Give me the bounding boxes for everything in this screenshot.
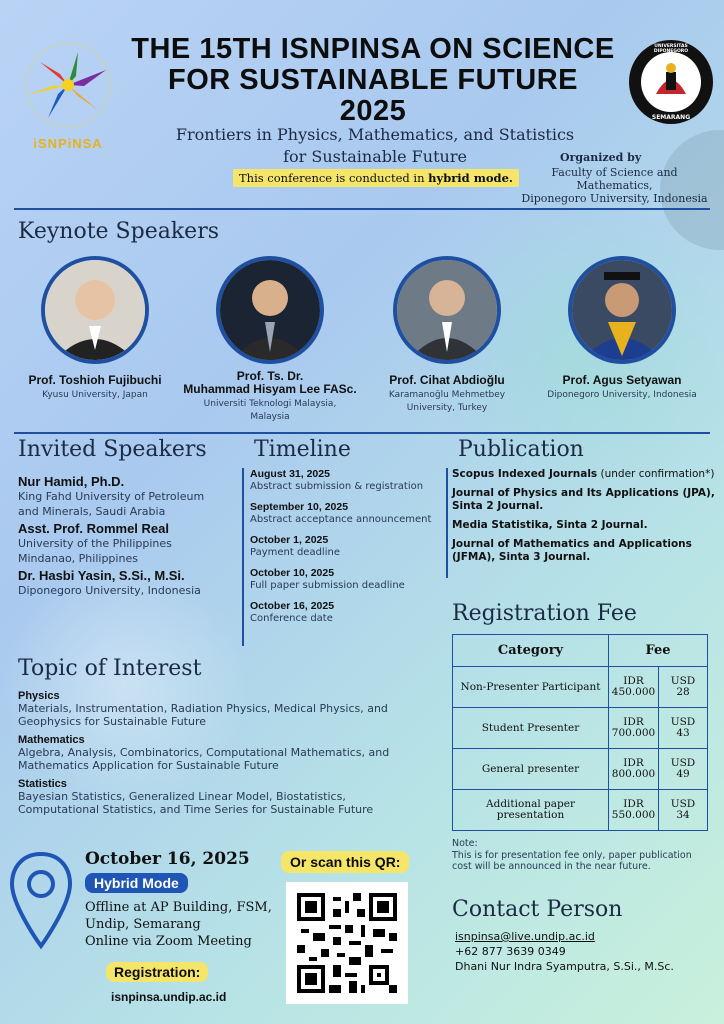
event-date: October 16, 2025: [85, 849, 250, 869]
speaker-photo: [568, 256, 676, 364]
invited-affiliation: [18, 536, 243, 566]
speaker-affiliation-line: University, Turkey: [406, 403, 488, 413]
isnpinsa-logo: [18, 40, 118, 150]
fee-category: Non-Presenter Participant: [453, 667, 609, 708]
category-line: Additional paper: [486, 798, 575, 810]
topic-desc-line: Materials, Instrumentation, Radiation Physics, Medical Physics, and: [18, 702, 388, 715]
divider: [14, 208, 710, 210]
contact-name: Dhani Nur Indra Syamputra, S.Si., M.Sc.: [455, 960, 674, 973]
amount: 34: [676, 809, 690, 821]
hybrid-mode-note: [233, 169, 519, 187]
speaker-affiliation-line: Karamanoğlu Mehmetbey: [388, 390, 506, 400]
qr-code-icon: [297, 893, 397, 993]
contact-phone: +62 877 3639 0349: [455, 945, 566, 958]
qr-label: Or scan this QR:: [281, 851, 409, 873]
speaker-photo: [41, 256, 149, 364]
affiliation-line: University of the Philippines: [18, 537, 172, 550]
fee-usd: [659, 749, 708, 790]
table-row: [453, 667, 708, 708]
amount: 28: [676, 686, 690, 698]
speaker-name-line: Prof. Ts. Dr.: [236, 369, 304, 383]
contact-heading: Contact Person: [452, 897, 623, 922]
affiliation-line: and Minerals, Saudi Arabia: [18, 505, 166, 518]
timeline-date: September 10, 2025: [250, 501, 349, 513]
currency-label: USD: [670, 757, 696, 769]
affiliation-line: King Fahd University of Petroleum: [18, 490, 205, 503]
topic-title: Statistics: [18, 778, 67, 790]
isnpinsa-logo-icon: [18, 40, 118, 130]
seal-top-text: UNIVERSITAS DIPONEGORO: [653, 44, 689, 54]
currency-label: IDR: [623, 757, 644, 769]
contact-email[interactable]: isnpinsa@live.undip.ac.id: [455, 930, 595, 943]
keynote-heading: Keynote Speakers: [18, 219, 220, 244]
invited-affiliation: [18, 583, 243, 598]
table-row: [453, 749, 708, 790]
topic-title: Physics: [18, 690, 60, 702]
affiliation-line: Diponegoro University, Indonesia: [18, 584, 201, 597]
timeline-heading: Timeline: [254, 437, 351, 462]
speaker-photo: [216, 256, 324, 364]
fee-table: [452, 634, 708, 831]
amount: 800.000: [611, 768, 656, 780]
speaker-name: Prof. Toshioh Fujibuchi: [28, 373, 162, 387]
publication-bold: Media Statistika, Sinta 2 Journal.: [452, 519, 648, 531]
speaker-photo: [393, 256, 501, 364]
venue-line: Offline at AP Building, FSM,: [85, 900, 272, 915]
undip-seal: [628, 36, 714, 128]
timeline-date: October 1, 2025: [250, 534, 329, 546]
currency-label: USD: [670, 675, 696, 687]
registration-fee-heading: Registration Fee: [452, 601, 637, 626]
speaker-name-line: Muhammad Hisyam Lee FASc.: [183, 382, 357, 396]
logo-wordmark: iSNPiNSA: [33, 136, 103, 151]
speaker-name: [175, 370, 365, 396]
timeline-item: [250, 501, 442, 526]
organizer-line: Diponegoro University, Indonesia: [521, 192, 708, 205]
speaker-affiliation: Kyusu University, Japan: [42, 390, 148, 400]
fee-category: Student Presenter: [453, 708, 609, 749]
registration-link[interactable]: isnpinsa.undip.ac.id: [111, 990, 227, 1004]
person-icon: [397, 260, 497, 360]
topic-list: [18, 690, 438, 816]
publication-bold: Scopus Indexed Journals: [452, 468, 598, 480]
divider: [14, 432, 710, 434]
topic-desc: [18, 746, 438, 772]
fee-idr: [609, 790, 659, 831]
fee-category: General presenter: [453, 749, 609, 790]
person-icon: [572, 260, 672, 360]
topic-desc-line: Mathematics Application for Sustainable Future: [18, 759, 279, 772]
table-row: [453, 708, 708, 749]
category-line: presentation: [496, 809, 565, 821]
table-header-row: [453, 635, 708, 667]
note-label: Note:: [452, 838, 478, 849]
timeline-item: [250, 468, 442, 493]
topic-desc-line: Algebra, Analysis, Combinatorics, Computational Mathematics, and: [18, 746, 390, 759]
event-venue: [85, 899, 272, 950]
amount: 43: [676, 727, 690, 739]
invited-list: [18, 474, 243, 598]
speaker-name: Prof. Agus Setyawan: [562, 373, 682, 387]
person-icon: [45, 260, 145, 360]
currency-label: IDR: [623, 675, 644, 687]
invited-name: Dr. Hasbi Yasin, S.Si., M.Si.: [18, 568, 185, 583]
speaker-affiliation-line: Universiti Teknologi Malaysia,: [203, 399, 337, 409]
publication-item: [452, 538, 716, 564]
hybrid-mode-badge: Hybrid Mode: [85, 873, 188, 893]
timeline-item: [250, 534, 442, 559]
fee-usd: [659, 708, 708, 749]
invited-name: Nur Hamid, Ph.D.: [18, 474, 125, 489]
invited-heading: Invited Speakers: [18, 437, 207, 462]
timeline-date: October 16, 2025: [250, 600, 335, 612]
affiliation-line: Mindanao, Philippines: [18, 552, 138, 565]
table-row: [453, 790, 708, 831]
timeline-list: [242, 468, 442, 646]
registration-label: Registration:: [106, 962, 208, 982]
timeline-item: [250, 567, 442, 592]
column-header: Fee: [609, 635, 708, 667]
fee-category: [453, 790, 609, 831]
fee-idr: [609, 749, 659, 790]
topic-desc-line: Computational Statistics, and Time Series for Sustainable Future: [18, 803, 374, 816]
subtitle-line: Frontiers in Physics, Mathematics, and Statistics: [175, 125, 575, 144]
fee-usd: [659, 790, 708, 831]
title-line: FOR SUSTAINABLE FUTURE: [167, 64, 578, 96]
fee-note: [452, 838, 712, 873]
speaker-affiliation: [352, 389, 542, 415]
fee-idr: [609, 667, 659, 708]
hybrid-note-text: This conference is conducted in: [239, 171, 429, 185]
publication-bold: Journal of Mathematics and Applications (JFMA), Sinta 3 Journal.: [452, 538, 692, 563]
topic-desc: [18, 790, 438, 816]
timeline-date: October 10, 2025: [250, 567, 335, 579]
title-line: THE 15TH ISNPINSA ON SCIENCE: [131, 33, 615, 65]
organizer-line: Faculty of Science and Mathematics,: [551, 166, 678, 192]
person-icon: [220, 260, 320, 360]
publication-item: [452, 519, 716, 532]
venue-line: Online via Zoom Meeting: [85, 934, 252, 949]
timeline-desc: Abstract submission & registration: [250, 481, 424, 492]
publication-bold: Journal of Physics and Its Applications (JPA), Sinta 2 Journal.: [452, 487, 715, 512]
timeline-desc: Abstract acceptance announcement: [250, 514, 432, 525]
note-line: This is for presentation fee only, paper publication: [452, 849, 692, 861]
timeline-date: August 31, 2025: [250, 468, 330, 480]
seal-bottom-text: SEMARANG: [651, 114, 691, 121]
speaker-affiliation-line: Malaysia: [250, 412, 290, 422]
contact-details: [455, 929, 674, 974]
venue-line: Undip, Semarang: [85, 917, 201, 932]
invited-name: Asst. Prof. Rommel Real: [18, 521, 169, 536]
amount: 49: [676, 768, 690, 780]
timeline-desc: Payment deadline: [250, 547, 340, 558]
publication-normal: (under confirmation*): [597, 468, 715, 480]
topic-desc-line: Geophysics for Sustainable Future: [18, 715, 207, 728]
currency-label: USD: [670, 798, 696, 810]
column-header: Category: [453, 635, 609, 667]
topic-desc: [18, 702, 438, 728]
topic-heading: Topic of Interest: [18, 656, 202, 681]
currency-label: IDR: [623, 716, 644, 728]
publication-heading: Publication: [458, 437, 584, 462]
publication-list: [446, 468, 716, 578]
publication-item: [452, 487, 716, 513]
amount: 700.000: [611, 727, 656, 739]
hybrid-note-bold: hybrid mode.: [428, 171, 513, 185]
topic-desc-line: Bayesian Statistics, Generalized Linear Model, Biostatistics,: [18, 790, 346, 803]
page-title: [118, 34, 628, 127]
fee-idr: [609, 708, 659, 749]
speaker-affiliation: Diponegoro University, Indonesia: [547, 390, 697, 400]
timeline-item: [250, 600, 442, 625]
subtitle: [140, 124, 610, 168]
currency-label: USD: [670, 716, 696, 728]
speaker-affiliation: [175, 398, 365, 424]
fee-usd: [659, 667, 708, 708]
amount: 450.000: [611, 686, 656, 698]
amount: 550.000: [611, 809, 656, 821]
currency-label: IDR: [623, 798, 644, 810]
qr-code[interactable]: [286, 882, 408, 1004]
keynote-speaker: [175, 256, 365, 424]
keynote-speaker: [0, 256, 190, 402]
timeline-desc: Conference date: [250, 613, 333, 624]
keynote-speaker: [352, 256, 542, 415]
speaker-name: Prof. Cihat Abdioğlu: [389, 373, 505, 387]
organizer: [512, 166, 717, 205]
topic-title: Mathematics: [18, 734, 85, 746]
location-pin-icon: [6, 848, 76, 956]
timeline-desc: Full paper submission deadline: [250, 580, 405, 591]
note-line: cost will be announced in the near future.: [452, 861, 651, 872]
publication-item: [452, 468, 716, 481]
subtitle-line: for Sustainable Future: [283, 147, 467, 166]
invited-affiliation: [18, 489, 243, 519]
organized-by-label: Organized by: [560, 151, 642, 164]
title-line: 2025: [339, 95, 407, 127]
keynote-speaker: [527, 256, 717, 402]
